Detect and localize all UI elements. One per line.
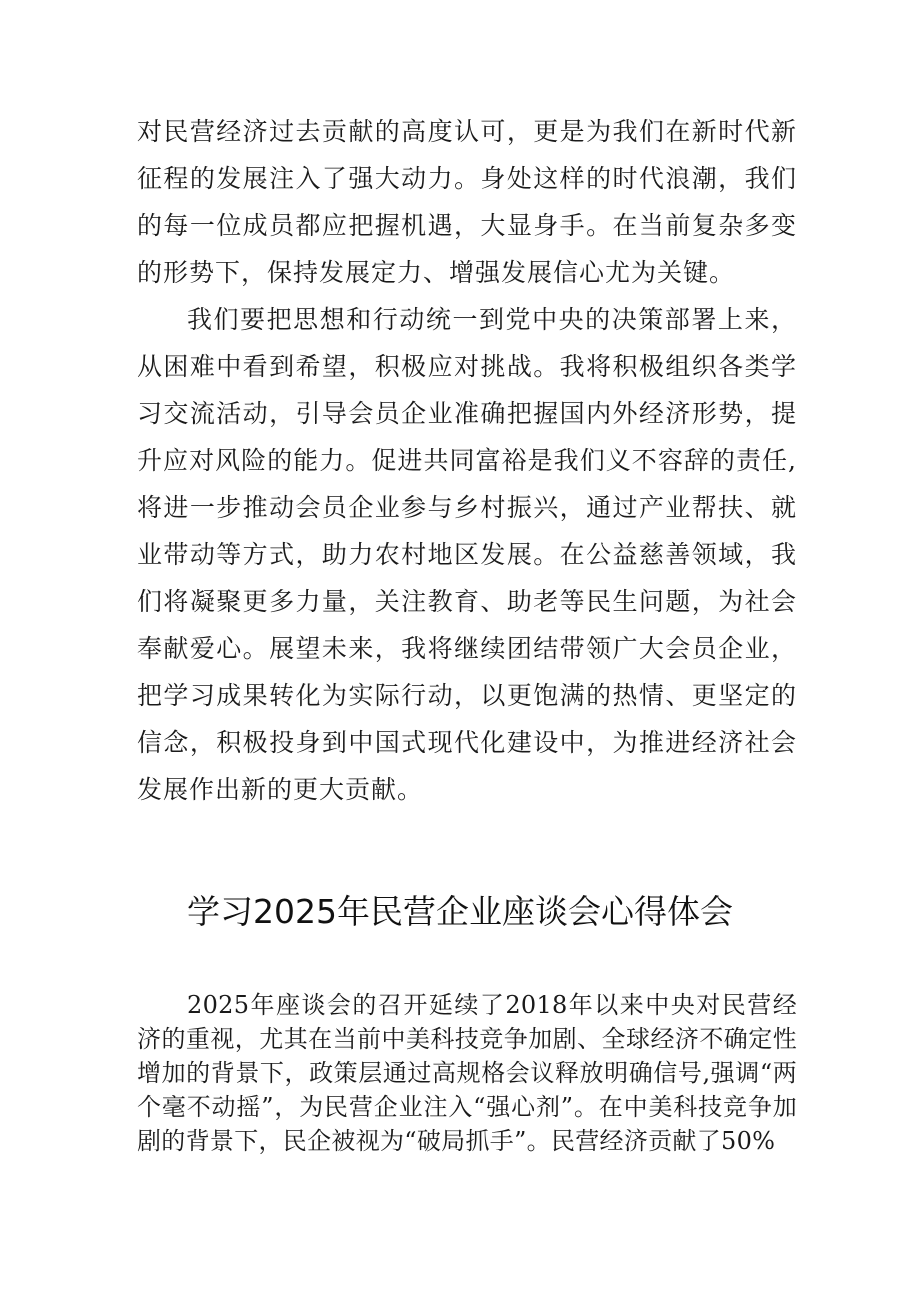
section1-body [137,108,797,813]
article-heading: 学习2025年民营企业座谈会心得体会 [187,892,733,931]
section2-paragraph-1: 2025年座谈会的召开延续了2018年以来中央对民营经济的重视，尤其在当前中美科技竞争加剧、全球经济不确定性增加的背景下，政策层通过高规格会议释放明确信号,强调“两个毫不动摇”，为民营企业注入“强心剂”。在中美科技竞争加剧的背景下，民企被视为“破局抓手”。民营经济贡献了50% [137,991,797,1155]
section2-body [137,988,797,1158]
section1-paragraph-2: 我们要把思想和行动统一到党中央的决策部署上来，从困难中看到希望，积极应对挑战。我将积极组织各类学习交流活动，引导会员企业准确把握国内外经济形势，提升应对风险的能力。促进共同富裕是我们义不容辞的责任,将进一步推动会员企业参与乡村振兴，通过产业帮扶、就业带动等方式，助力农村地区发展。在公益慈善领域，我们将凝聚更多力量，关注教育、助老等民生问题，为社会奉献爱心。展望未来，我将继续团结带领广大会员企业，把学习成果转化为实际行动，以更饱满的热情、更坚定的信念，积极投身到中国式现代化建设中，为推进经济社会发展作出新的更大贡献。 [137,305,797,804]
section1-paragraph-1: 对民营经济过去贡献的高度认可，更是为我们在新时代新征程的发展注入了强大动力。身处这样的时代浪潮，我们的每一位成员都应把握机遇，大显身手。在当前复杂多变的形势下，保持发展定力、增强发展信心尤为关键。 [137,117,797,287]
